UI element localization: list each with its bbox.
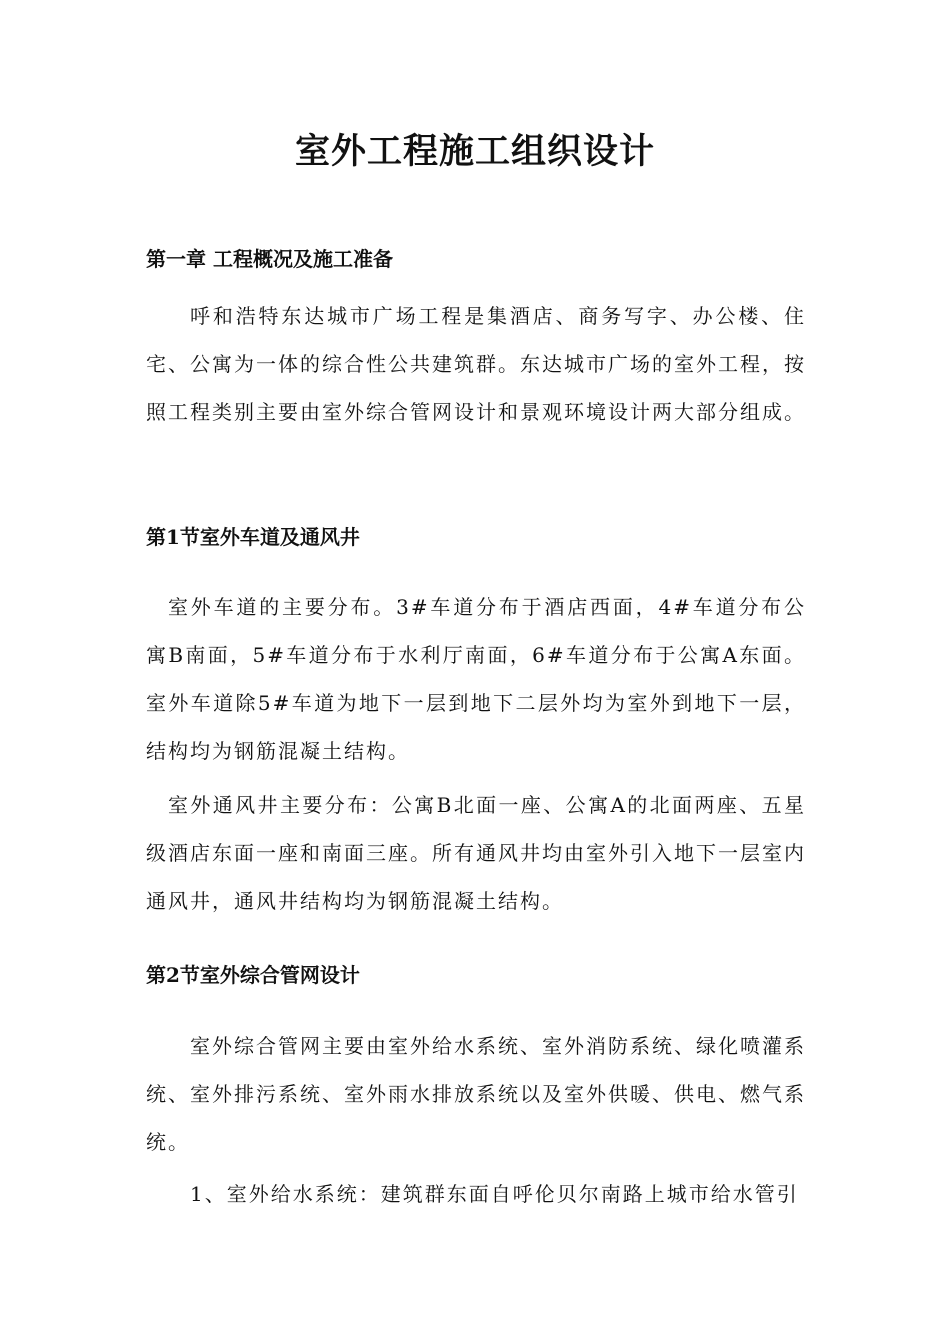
chapter-1-paragraph: 呼和浩特东达城市广场工程是集酒店、商务写字、办公楼、住宅、公寓为一体的综合性公共建筑群。东达城市广场的室外工程，按照工程类别主要由室外综合管网设计和景观环境设计两大部分组成。 — [146, 304, 806, 424]
section-2-paragraph-2: 1、室外给水系统：建筑群东面自呼伦贝尔南路上城市给水管引 — [190, 1182, 799, 1206]
section-2-heading: 第2节室外综合管网设计 — [146, 963, 360, 987]
section-1-heading: 第1节室外车道及通风井 — [146, 525, 360, 549]
document-title: 室外工程施工组织设计 — [294, 131, 655, 172]
section-2-paragraph-1: 室外综合管网主要由室外给水系统、室外消防系统、绿化喷灌系统、室外排污系统、室外雨水排放系统以及室外供暖、供电、燃气系统。 — [146, 1034, 806, 1154]
chapter-1-heading: 第一章 工程概况及施工准备 — [146, 247, 393, 271]
section-1-paragraph-1: 室外车道的主要分布。3#车道分布于酒店西面，4#车道分布公寓B南面，5#车道分布于水利厅南面，6#车道分布于公寓A东面。室外车道除5#车道为地下一层到地下二层外均为室外到地下一层，结构均为钢筋混凝土结构。 — [146, 595, 806, 763]
section-1-paragraph-2: 室外通风井主要分布：公寓B北面一座、公寓A的北面两座、五星级酒店东面一座和南面三座。所有通风井均由室外引入地下一层室内通风井，通风井结构均为钢筋混凝土结构。 — [146, 793, 806, 913]
